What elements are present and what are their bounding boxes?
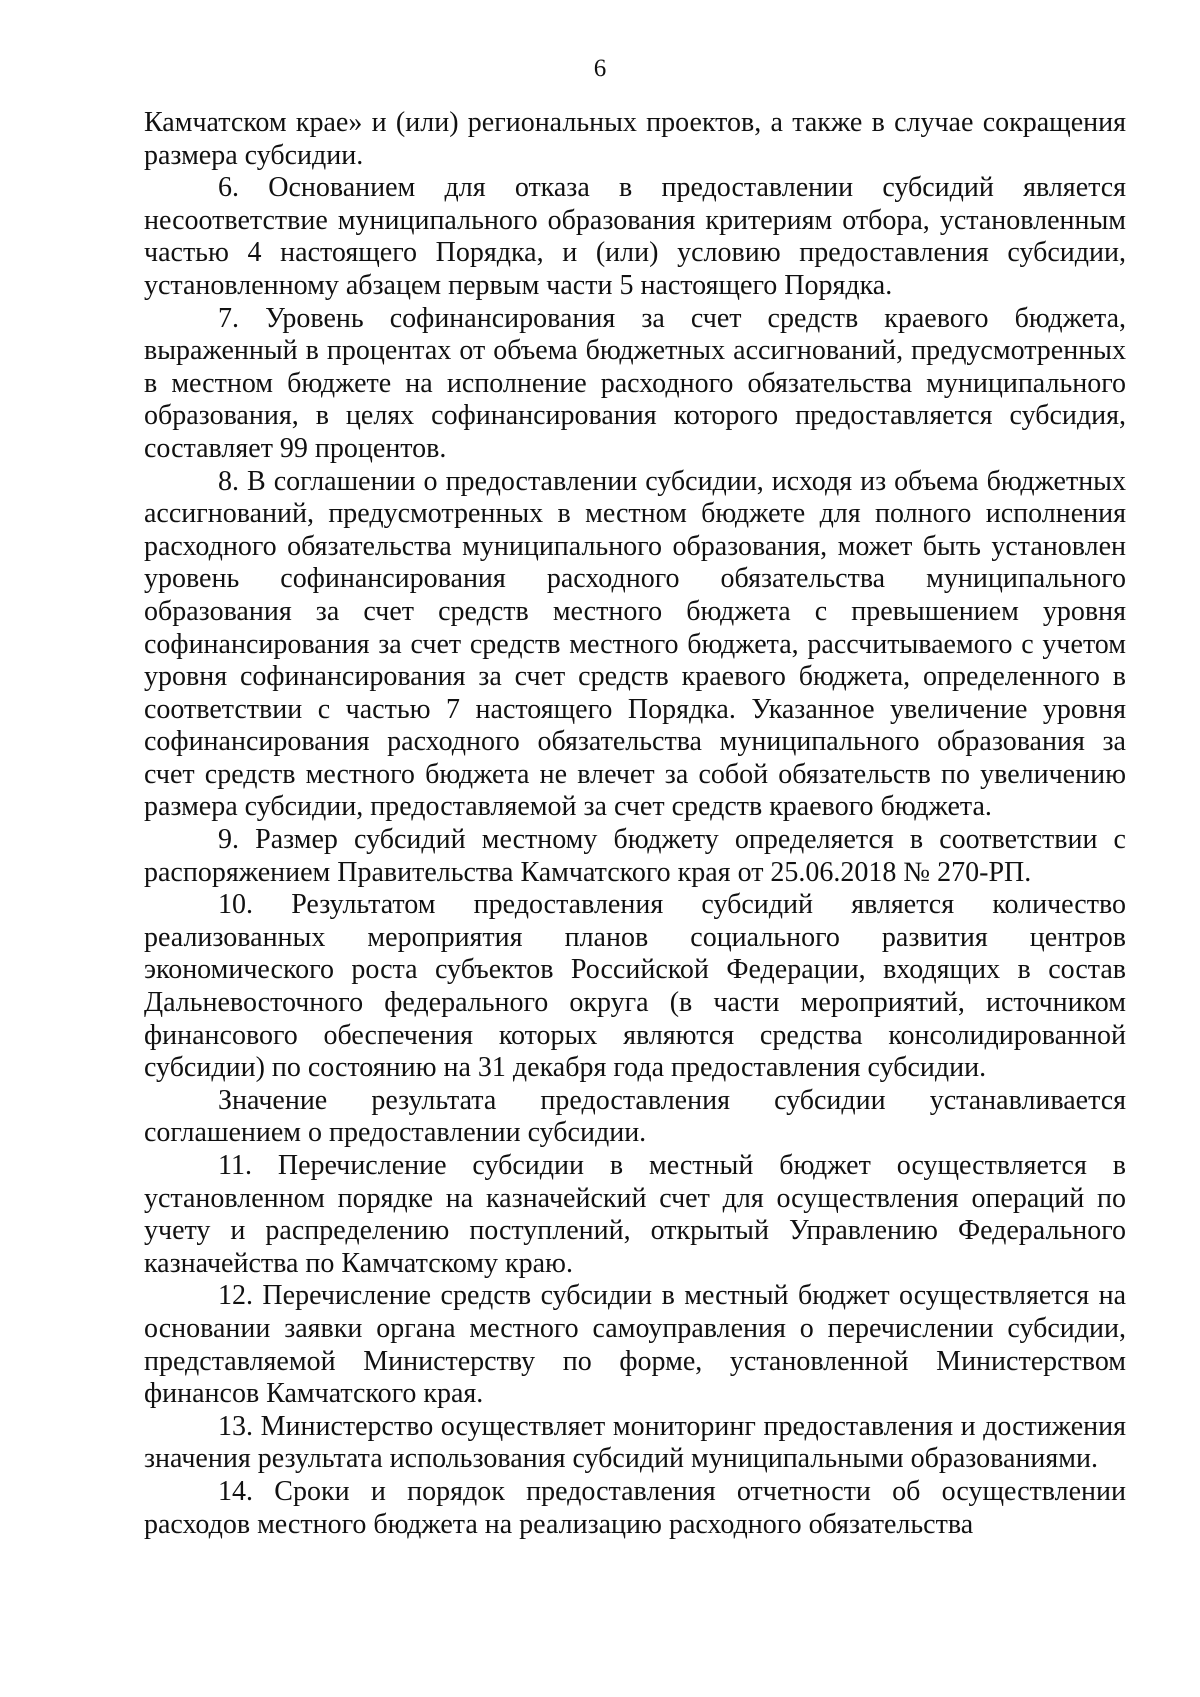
paragraph-9: 9. Размер субсидий местному бюджету определяется в соответствии с распоряжением Правительства Камчатского края от 25.06.2018 № 270-РП. xyxy=(144,824,1126,888)
page-number: 6 xyxy=(593,55,607,82)
paragraph-12: 12. Перечисление средств субсидии в местный бюджет осуществляется на основании заявки органа местного самоуправления о перечислении субсидии, представляемой Министерству по форме, установленной Министерством финансов Камчатского края. xyxy=(144,1280,1126,1410)
paragraph-14: 14. Сроки и порядок предоставления отчетности об осуществлении расходов местного бюджета на реализацию расходного обязательства xyxy=(144,1475,1126,1540)
paragraph-8: 8. В соглашении о предоставлении субсидии, исходя из объема бюджетных ассигнований, предусмотренных в местном бюджете для полного исполнения расходного обязательства муниципального образования, может быть установлен уровень софинансирования расходного обязательства муниципального образования за счет средств местного бюджета с превышением уровня софинансирования за счет средств местного бюджета, рассчитываемого с учетом уровня софинансирования за счет средств краевого бюджета, определенного в соответствии с частью 7 настоящего Порядка. Указанное увеличение уровня софинансирования расходного обязательства муниципального образования за счет средств местного бюджета не влечет за собой обязательств по увеличению размера субсидии, предоставляемой за счет средств краевого бюджета. xyxy=(144,465,1126,823)
paragraph-10-result-value: Значение результата предоставления субсидии устанавливается соглашением о предоставлении субсидии. xyxy=(144,1084,1126,1149)
paragraph-10: 10. Результатом предоставления субсидий является количество реализованных мероприятия планов социального развития центров экономического роста субъектов Российской Федерации, входящих в состав Дальневосточного федерального округа (в части мероприятий, источником финансового обеспечения которых являются средства консолидированной субсидии) по состоянию на 31 декабря года предоставления субсидии. xyxy=(144,889,1126,1084)
paragraph-7: 7. Уровень софинансирования за счет средств краевого бюджета, выраженный в процентах от объема бюджетных ассигнований, предусмотренных в местном бюджете на исполнение расходного обязательства муниципального образования, в целях софинансирования которого предоставляется субсидия, составляет 99 процентов. xyxy=(144,302,1126,464)
document-body xyxy=(144,107,1126,1541)
paragraph-13: 13. Министерство осуществляет мониторинг предоставления и достижения значения результата использования субсидий муниципальными образованиями. xyxy=(144,1410,1126,1475)
paragraph-6: 6. Основанием для отказа в предоставлении субсидий является несоответствие муниципального образования критериям отбора, установленным частью 4 настоящего Порядка, и (или) условию предоставления субсидии, установленному абзацем первым части 5 настоящего Порядка. xyxy=(144,172,1126,301)
paragraph-11: 11. Перечисление субсидии в местный бюджет осуществляется в установленном порядке на казначейский счет для осуществления операций по учету и распределению поступлений, открытый Управлению Федерального казначейства по Камчатскому краю. xyxy=(144,1150,1126,1279)
paragraph-continuation: Камчатском крае» и (или) региональных проектов, а также в случае сокращения размера субсидии. xyxy=(144,107,1126,171)
